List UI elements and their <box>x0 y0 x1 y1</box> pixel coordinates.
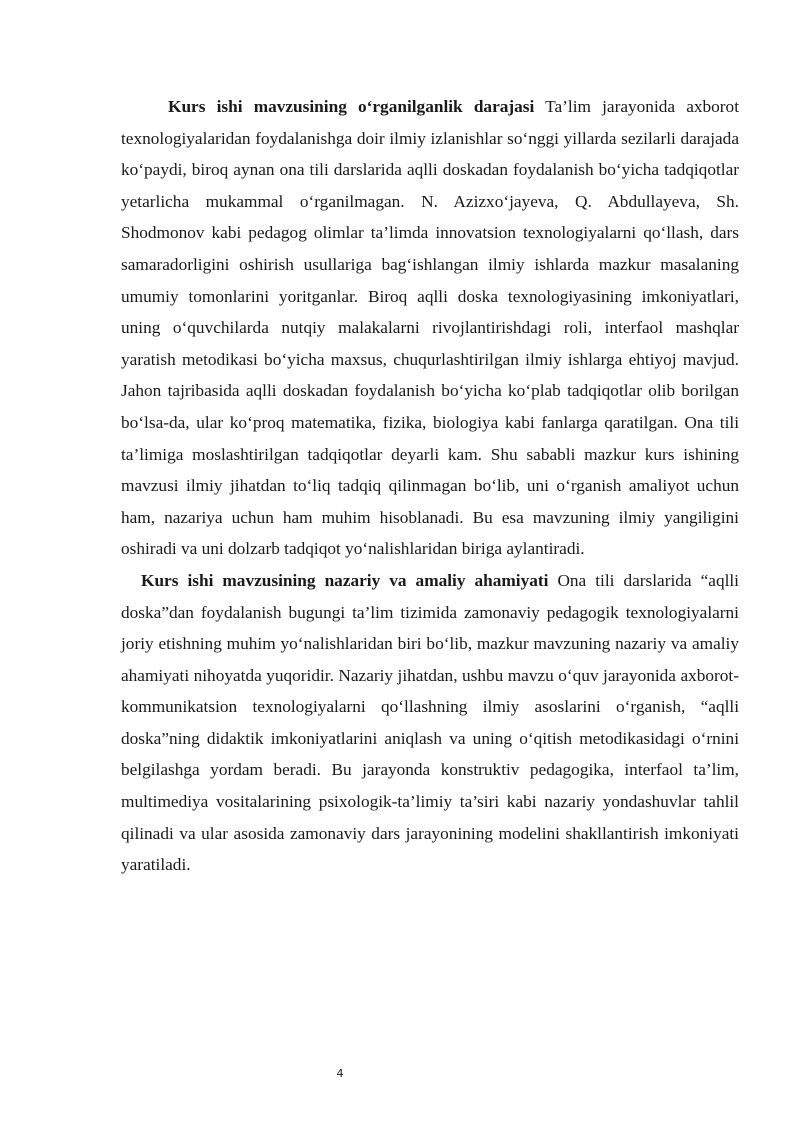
page-number: 4 <box>336 1067 344 1080</box>
paragraph-significance <box>121 565 739 881</box>
paragraph-text-significance: Ona tili darslarida “aqlli doska”dan foydalanish bugungi ta’lim tizimida zamonaviy pedagogik texnologiyalarni joriy etishning muhim yo‘nalishlaridan biri bo‘lib, mazkur mavzuning nazariy va amaliy ahamiyati nihoyatda yuqoridir. Nazariy jihatdan, ushbu mavzu o‘quv jarayonida axborot-kommunikatsion texnologiyalarni qo‘llashning ilmiy asoslarini o‘rganish, “aqlli doska”ning didaktik imkoniyatlarini aniqlash va uning o‘qitish metodikasidagi o‘rnini belgilashga yordam beradi. Bu jarayonda konstruktiv pedagogika, interfaol ta’lim, multimediya vositalarining psixologik-ta’limiy ta’siri kabi nazariy yondashuvlar tahlil qilinadi va ular asosida zamonaviy dars jarayonining modelini shakllantirish imkoniyati yaratiladi. <box>121 570 739 875</box>
paragraph-text-study-level: Ta’lim jarayonida axborot texnologiyalaridan foydalanishga doir ilmiy izlanishlar so‘nggi yillarda sezilarli darajada ko‘paydi, biroq aynan ona tili darslarida aqlli doskadan foydalanish bo‘yicha tadqiqotlar yetarlicha mukammal o‘rganilmagan. N. Azizxo‘jayeva, Q. Abdullayeva, Sh. Shodmonov kabi pedagog olimlar ta’limda innovatsion texnologiyalarni qo‘llash, dars samaradorligini oshirish usullariga bag‘ishlangan ilmiy ishlarda mazkur masalaning umumiy tomonlarini yoritganlar. Biroq aqlli doska texnologiyasining imkoniyatlari, uning o‘quvchilarda nutqiy malakalarni rivojlantirishdagi roli, interfaol mashqlar yaratish metodikasi bo‘yicha maxsus, chuqurlashtirilgan ilmiy ishlarga ehtiyoj mavjud. Jahon tajribasida aqlli doskadan foydalanish bo‘yicha ko‘plab tadqiqotlar olib borilgan bo‘lsa-da, ular ko‘proq matematika, fizika, biologiya kabi fanlarga qaratilgan. Ona tili ta’limiga moslashtirilgan tadqiqotlar deyarli kam. Shu sababli mazkur kurs ishining mavzusi ilmiy jihatdan to‘liq tadqiq qilinmagan bo‘lib, uni o‘rganish amaliyot uchun ham, nazariya uchun ham muhim hisoblanadi. Bu esa mavzuning ilmiy yangiligini oshiradi va uni dolzarb tadqiqot yo‘nalishlaridan biriga aylantiradi. <box>121 97 739 559</box>
paragraph-heading-significance: Kurs ishi mavzusining nazariy va amaliy ahamiyati <box>141 570 549 590</box>
document-body <box>121 91 739 881</box>
paragraph-heading-study-level: Kurs ishi mavzusining o‘rganilganlik darajasi <box>168 97 535 116</box>
paragraph-study-level <box>121 91 739 565</box>
